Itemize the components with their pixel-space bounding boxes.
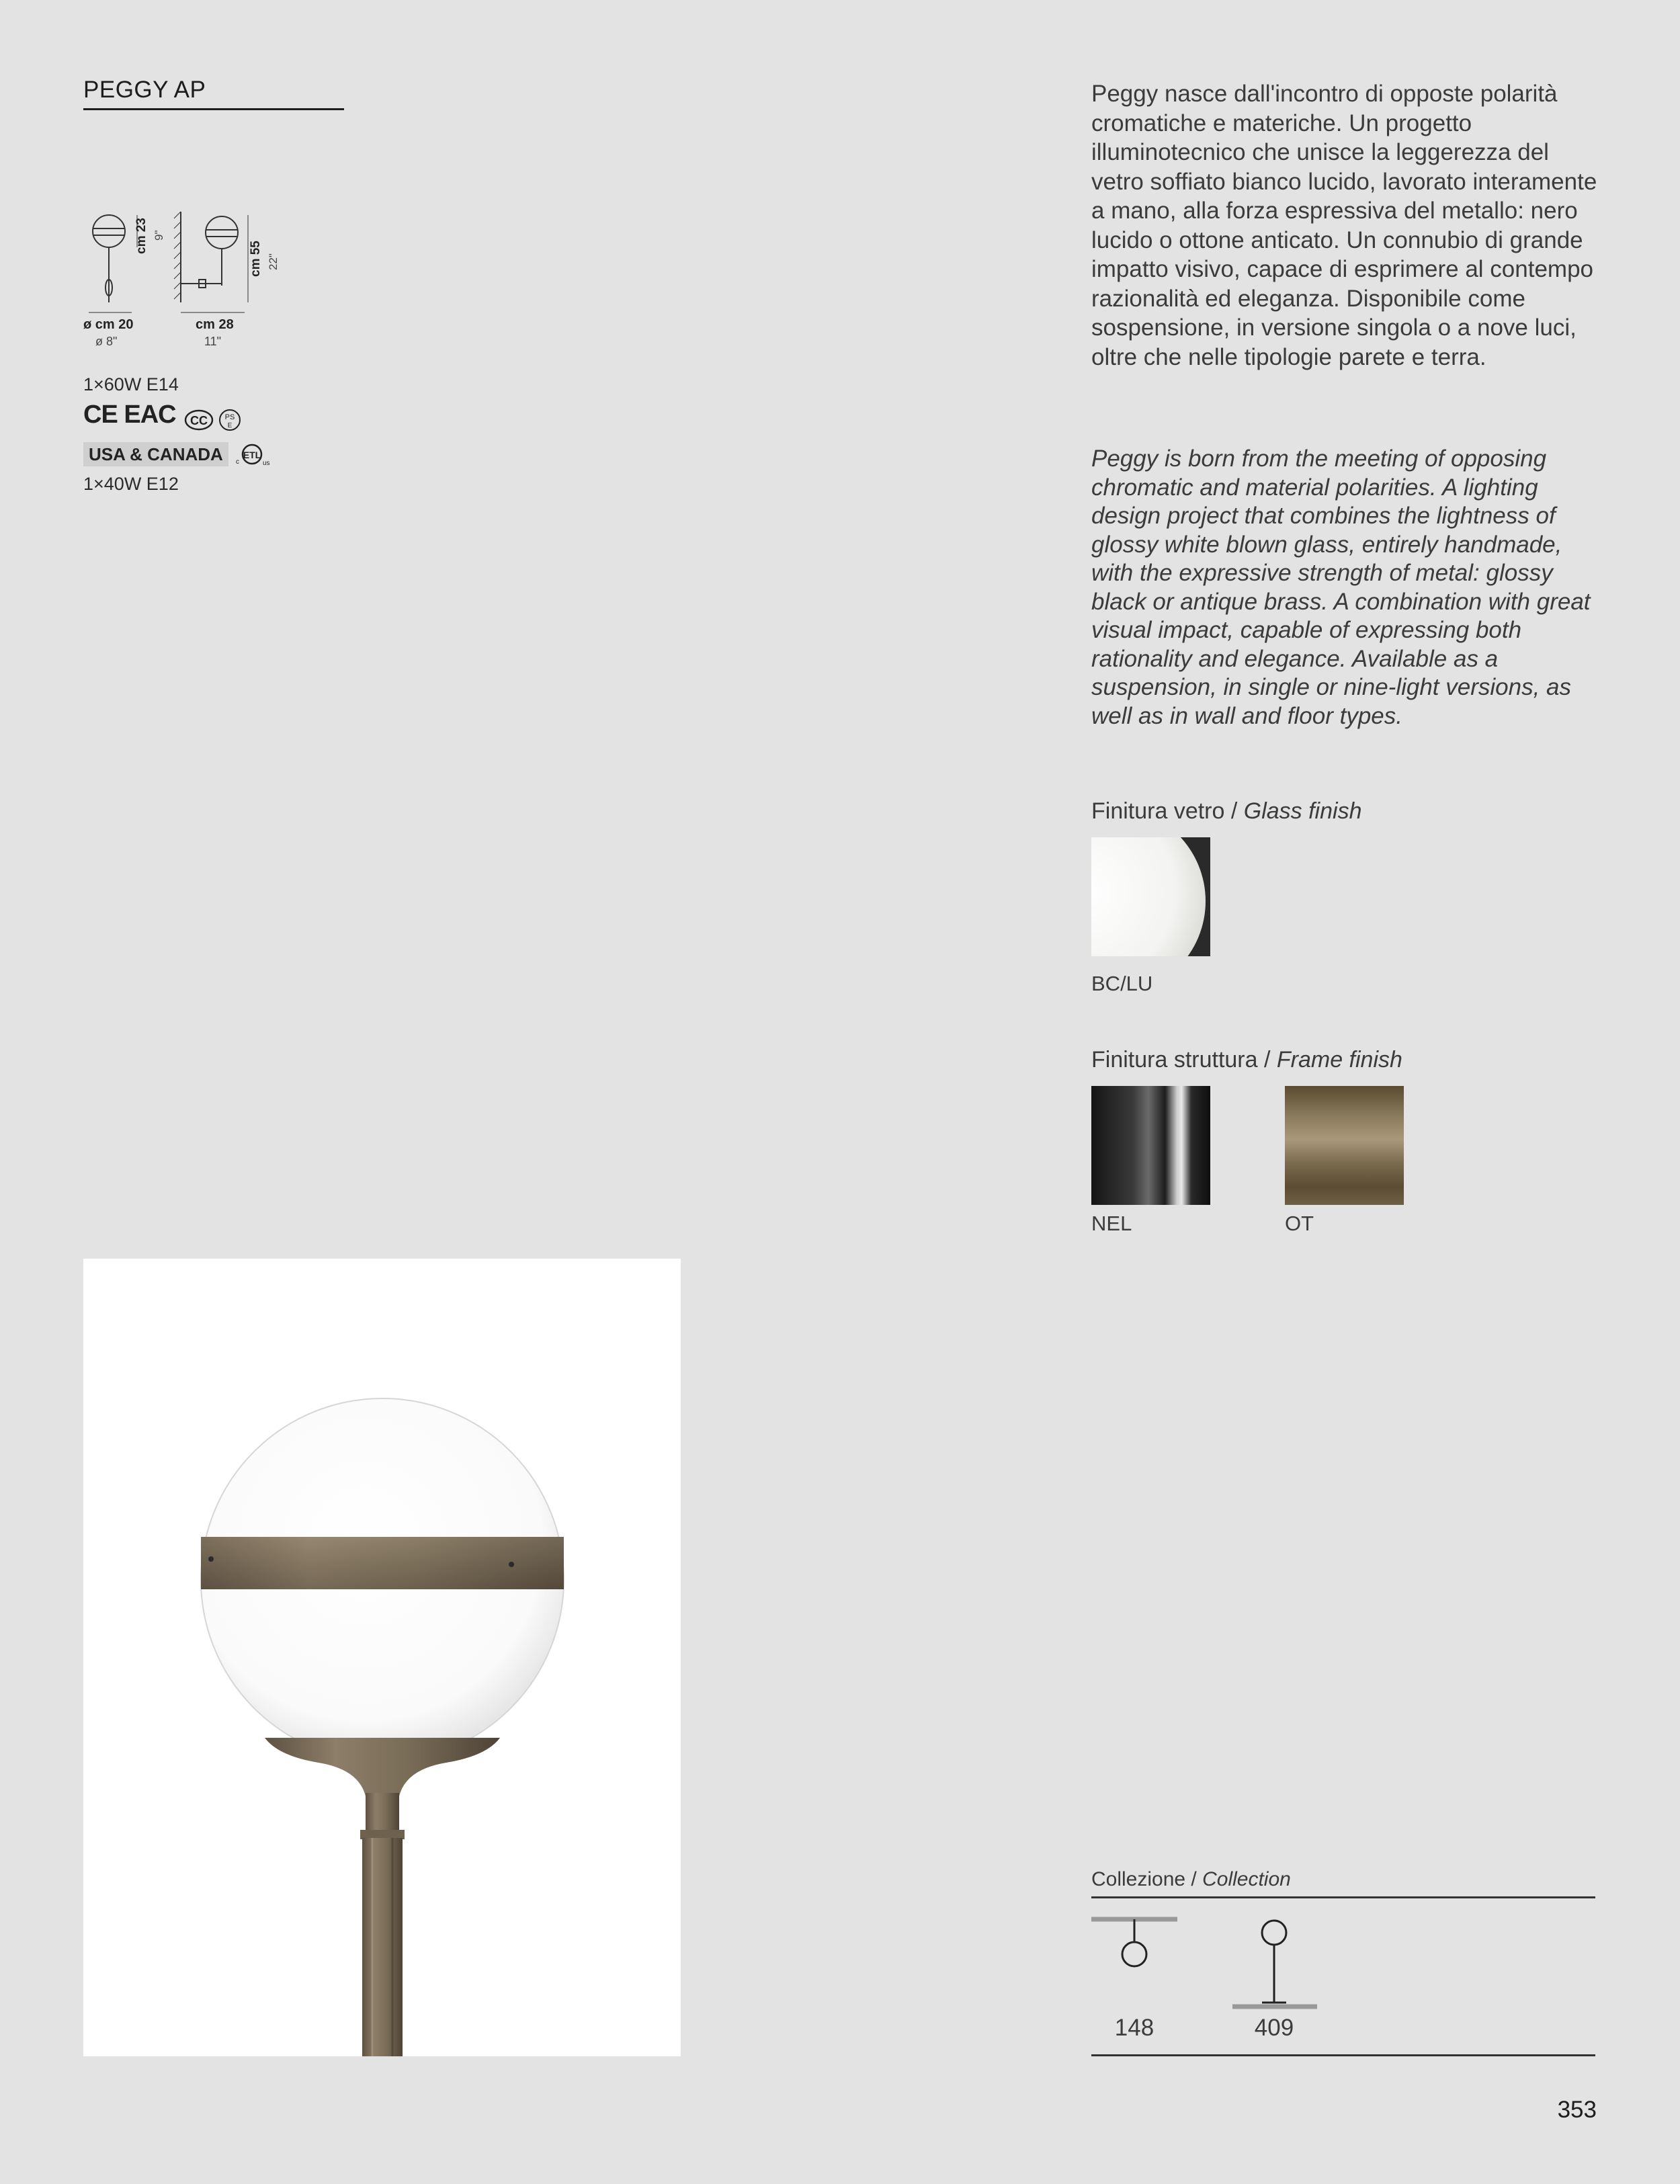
frame-finish-title-en: Frame finish — [1276, 1047, 1402, 1073]
ce-eac-mark: CE EAC — [83, 401, 176, 429]
side-depth-inch-label: 11" — [204, 335, 222, 348]
suspension-icon[interactable] — [1091, 1908, 1199, 1976]
floor-lamp-icon[interactable] — [1230, 1908, 1324, 2009]
product-title: PEGGY AP — [83, 77, 206, 103]
glass-swatch-code: BC/LU — [1091, 972, 1153, 995]
description-italian: Peggy nasce dall'incontro di opposte polarità cromatiche e materiche. Un progetto illuminotecnico che unisce la leggerezza del vetro soffiato bianco lucido, lavorato interamente a mano, alla forza espressiva del metallo: nero lucido o ottone anticato. Un connubio di grande impatto visivo, capace di esprimere al contempo razionalità ed eleganza. Disponibile come sospensione, in versione singola o a nove luci, oltre che nelle tipologie parete e terra. — [1091, 81, 1597, 370]
collection-title-it: Collezione — [1091, 1868, 1186, 1890]
collection-bottom-rule — [1091, 2054, 1595, 2056]
svg-text:CC: CC — [190, 413, 208, 427]
glass-finish-title: Finitura vetro / Glass finish — [1091, 798, 1362, 824]
etl-listed-icon — [232, 441, 278, 468]
svg-text:E: E — [227, 421, 233, 429]
collection-item-148[interactable]: 148 — [1114, 2015, 1154, 2041]
front-height-inch-label: 9" — [153, 230, 165, 241]
svg-text:us: us — [263, 460, 270, 467]
glass-swatch-image — [1091, 837, 1210, 956]
frame-finish-title-it: Finitura struttura — [1091, 1047, 1258, 1073]
region-badge: USA & CANADA — [83, 442, 228, 466]
collection-item-409[interactable]: 409 — [1254, 2015, 1294, 2041]
glass-swatch-bclu — [1091, 837, 1210, 956]
collection-top-rule — [1091, 1896, 1595, 1898]
collection-title: Collezione / Collection — [1091, 1868, 1291, 1890]
front-diameter-inch-label: ø 8" — [95, 335, 118, 348]
glass-finish-title-en: Glass finish — [1243, 798, 1362, 824]
svg-text:c: c — [236, 458, 239, 466]
title-underline — [83, 108, 344, 110]
side-depth-label: cm 28 — [196, 317, 234, 332]
front-view-drawing — [89, 215, 137, 312]
svg-text:ETL: ETL — [243, 450, 261, 460]
front-diameter-label: ø cm 20 — [83, 317, 134, 332]
product-photo — [83, 1259, 681, 2056]
certification-marks — [83, 401, 265, 433]
bulb-spec-eu: 1×60W E14 — [83, 374, 179, 394]
svg-text:PS: PS — [224, 413, 235, 421]
side-height-inch-label: 22" — [267, 253, 280, 270]
side-height-label: cm 55 — [249, 241, 263, 277]
frame-swatch-code-nel: NEL — [1091, 1212, 1132, 1235]
frame-swatch-code-ot: OT — [1285, 1212, 1314, 1235]
glass-finish-title-it: Finitura vetro — [1091, 798, 1225, 824]
frame-swatch-ot — [1285, 1086, 1404, 1205]
frame-finish-title: Finitura struttura / Frame finish — [1091, 1047, 1402, 1073]
safety-mark-icons — [184, 407, 265, 433]
bulb-spec-us: 1×40W E12 — [83, 474, 179, 494]
front-height-label: cm 23 — [134, 218, 149, 254]
page-number: 353 — [1557, 2097, 1597, 2123]
description-english: Peggy is born from the meeting of opposing chromatic and material polarities. A lighting design project that combines the lightness of glossy white blown glass, entirely handmade, with the expressive strength of metal: glossy black or antique brass. A combination with great visual impact, capable of expressing both rationality and elegance. Available as a suspension, in single or nine-light versions, as well as in wall and floor types. — [1091, 446, 1591, 729]
lamp-illustration — [83, 1259, 681, 2056]
collection-title-en: Collection — [1202, 1868, 1291, 1890]
frame-swatch-nel — [1091, 1086, 1210, 1205]
side-view-drawing — [174, 212, 248, 312]
